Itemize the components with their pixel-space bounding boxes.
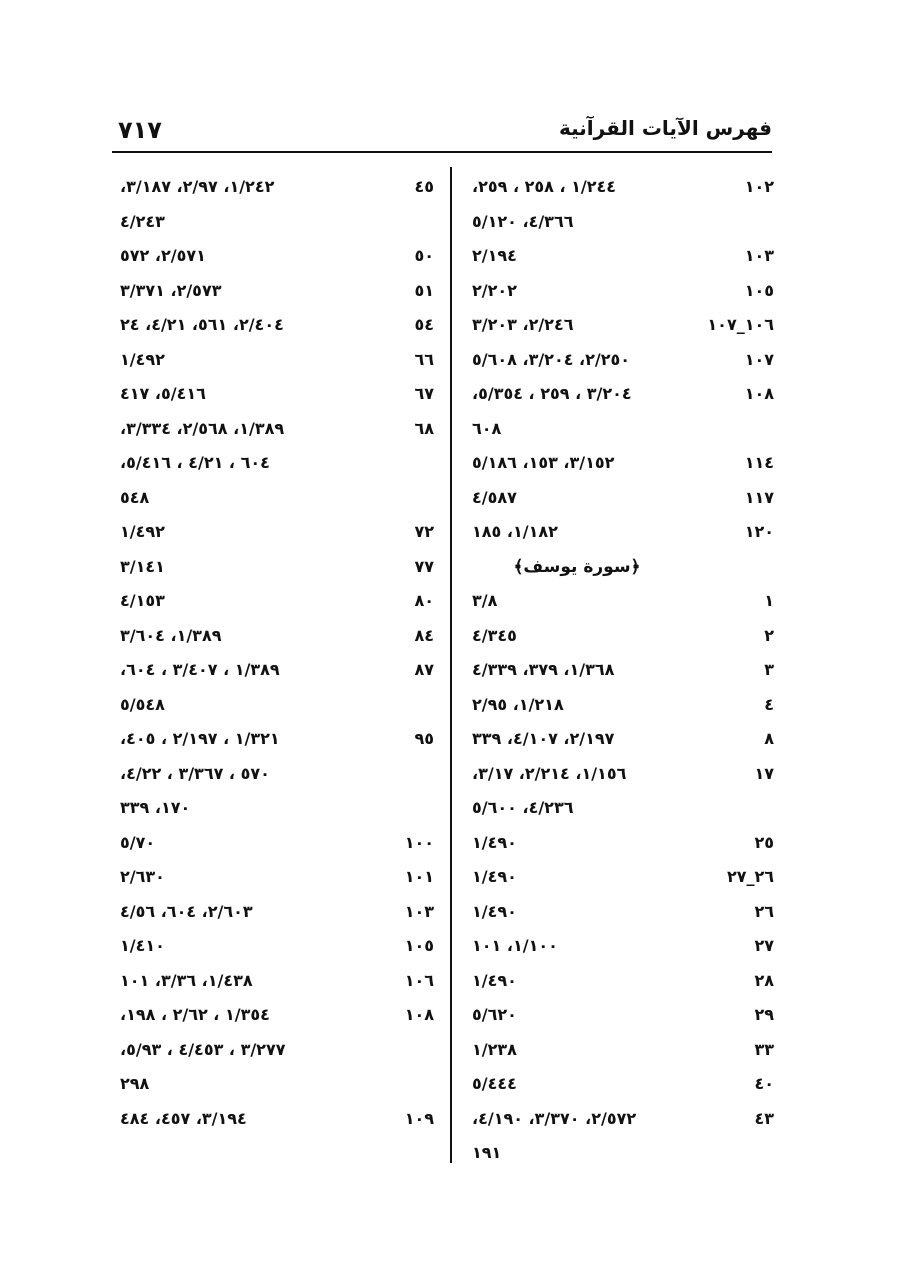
- verse-number: ١٠٨: [404, 1005, 434, 1024]
- surah-heading: ﴿سورة يوسف﴾: [513, 556, 641, 577]
- reference-line: ٣/٨: [472, 591, 498, 610]
- page-references: [470, 688, 684, 723]
- reference-line: ٢/٥٧٢، ٣/٣٧٠، ٤/١٩٠،: [472, 1108, 637, 1128]
- index-entry: [470, 481, 774, 516]
- index-entry: [470, 274, 774, 309]
- reference-line: ٤/٢٤٣: [120, 211, 165, 231]
- index-entry: [118, 412, 434, 516]
- reference-line: ١/٢٤٤ ، ٢٥٨ ، ٢٥٩،: [472, 177, 617, 196]
- verse-number: ٢٦: [754, 901, 774, 921]
- verse-number: ١٠٩: [404, 1108, 434, 1128]
- index-entry: [118, 860, 434, 895]
- verse-number: ٤٥: [414, 177, 434, 196]
- reference-line: ٢/٤٠٤، ٥٦١، ٤/٢١، ٢٤: [120, 315, 284, 334]
- reference-line: ١/٣٢١ ، ٢/١٩٧ ، ٤٠٥،: [120, 729, 280, 748]
- reference-line: ٥/٧٠: [120, 832, 156, 852]
- reference-line: ١/٤١٠: [120, 936, 165, 955]
- reference-line: ٢/١٩٤: [472, 246, 517, 265]
- page-references: [118, 722, 342, 826]
- reference-line: ٢/٦٣٠: [120, 867, 165, 886]
- reference-line: ٢/٢٤٦، ٣/٢٠٣: [472, 315, 574, 334]
- page-references: [470, 446, 684, 481]
- reference-line: ٢/٢٥٠، ٣/٢٠٤، ٥/٦٠٨: [472, 349, 631, 369]
- page-references: [470, 929, 684, 964]
- page-references: [118, 377, 342, 412]
- reference-line: ٢٩٨: [120, 1074, 150, 1093]
- page-references: [470, 308, 684, 343]
- verse-number: ١٠٦_١٠٧: [707, 315, 774, 334]
- reference-line: ٢/٥٧١، ٥٧٢: [120, 246, 206, 265]
- reference-line: ١/٤٩٠: [472, 901, 517, 921]
- index-entry: [118, 550, 434, 585]
- page-references: [470, 964, 684, 999]
- verse-number: ٢٨: [754, 970, 774, 990]
- index-entry: [470, 653, 774, 688]
- index-entry: [470, 619, 774, 654]
- page-references: [118, 1102, 342, 1137]
- reference-line: ١٩١: [472, 1143, 502, 1162]
- verse-number: ١٢٠: [744, 522, 774, 541]
- verse-number: ٨٧: [414, 660, 434, 679]
- page-references: [470, 826, 684, 861]
- reference-line: ٣/١٥٢، ١٥٣، ٥/١٨٦: [472, 453, 615, 472]
- index-entry: [118, 239, 434, 274]
- verse-number: ١٠٠: [404, 832, 434, 852]
- page-references: [118, 550, 342, 585]
- page-references: [118, 826, 342, 861]
- index-column-right: [470, 170, 774, 1171]
- reference-line: ١/٣٦٨، ٣٧٩، ٤/٣٣٩: [472, 660, 615, 679]
- reference-line: ٢/٢٠٢: [472, 280, 517, 300]
- header-rule: [112, 151, 772, 153]
- reference-line: ١/٣٨٩، ٢/٥٦٨، ٣/٣٣٤،: [120, 418, 285, 438]
- index-entry: [118, 929, 434, 964]
- reference-line: ١/١٨٢، ١٨٥: [472, 522, 558, 541]
- index-entry: [118, 343, 434, 378]
- verse-number: ٢٦_٢٧: [726, 867, 774, 886]
- verse-number: ٦٨: [414, 418, 434, 438]
- reference-line: ١/٣٨٩ ، ٣/٤٠٧ ، ٦٠٤،: [120, 660, 280, 679]
- index-entry: [470, 239, 774, 274]
- reference-line: ١/١٥٦، ٢/٢١٤، ٣/١٧،: [472, 763, 627, 783]
- page-references: [470, 274, 684, 309]
- verse-number: ٩٥: [414, 729, 434, 748]
- page-references: [470, 343, 684, 378]
- reference-line: ٢/٥٧٣، ٣/٣٧١: [120, 280, 222, 300]
- reference-line: ١/٤٩٠: [472, 867, 517, 886]
- index-entry: [118, 998, 434, 1102]
- reference-line: ١/٢٣٨: [472, 1039, 517, 1059]
- reference-line: ١/٤٣٨، ٣/٣٦، ١٠١: [120, 970, 253, 990]
- reference-line: ٥٧٠ ، ٣/٣٦٧ ، ٤/٢٢،: [120, 763, 270, 783]
- reference-line: ٦٠٨: [472, 418, 502, 438]
- verse-number: ١٠٧: [744, 349, 774, 369]
- index-entry: [118, 1102, 434, 1137]
- page-references: [118, 584, 342, 619]
- index-entry: [118, 722, 434, 826]
- page-references: [118, 308, 342, 343]
- page-references: [118, 412, 342, 516]
- index-entry: [118, 170, 434, 239]
- page-title: فهرس الآيات القرآنية: [559, 116, 772, 140]
- verse-number: ٦٧: [414, 384, 434, 403]
- verse-number: ١١٧: [744, 487, 774, 507]
- index-entry: [470, 1067, 774, 1102]
- reference-line: ١/٣٨٩، ٣/٦٠٤: [120, 625, 222, 645]
- verse-number: ٢٩: [754, 1005, 774, 1024]
- verse-number: ٥٤: [414, 315, 434, 334]
- reference-line: ٢/١٩٧، ٤/١٠٧، ٣٣٩: [472, 729, 615, 748]
- page-references: [118, 860, 342, 895]
- reference-line: ١/٤٩٠: [472, 832, 517, 852]
- index-entry: [118, 653, 434, 722]
- verse-number: ٢: [764, 625, 774, 645]
- index-entry: [470, 998, 774, 1033]
- page-references: [470, 1067, 684, 1102]
- verse-number: ٨٤: [414, 625, 434, 645]
- index-entry: [470, 515, 774, 550]
- reference-line: ٤/٣٤٥: [472, 625, 517, 645]
- verse-number: ٧٢: [414, 522, 434, 541]
- index-entry: [118, 274, 434, 309]
- index-entry: [470, 446, 774, 481]
- page-references: [470, 757, 684, 826]
- reference-line: ٥/٤٤٤: [472, 1074, 517, 1093]
- verse-number: ٤٠: [754, 1074, 774, 1093]
- index-entry: [470, 1033, 774, 1068]
- column-divider: [450, 167, 452, 1163]
- index-entry: [470, 757, 774, 826]
- index-entry: [118, 826, 434, 861]
- page-number: ٧١٧: [118, 116, 162, 144]
- verse-number: ٤: [764, 694, 774, 714]
- index-entry: [470, 343, 774, 378]
- page-references: [118, 964, 342, 999]
- verse-number: ٤٣: [754, 1108, 774, 1128]
- reference-line: ١/٤٩٢: [120, 522, 165, 541]
- page-references: [470, 1033, 684, 1068]
- verse-number: ١١٤: [744, 453, 774, 472]
- reference-line: ٥/٦٢٠: [472, 1005, 517, 1024]
- index-entry: [470, 170, 774, 239]
- page-references: [118, 343, 342, 378]
- verse-number: ٧٧: [414, 556, 434, 576]
- reference-line: ٤/٢٣٦، ٥/٦٠٠: [472, 798, 574, 817]
- index-entry: [470, 895, 774, 930]
- verse-number: ٥٠: [414, 246, 434, 265]
- verse-number: ٨٠: [414, 591, 434, 610]
- verse-number: ٣: [764, 660, 774, 679]
- page-header: [112, 112, 772, 150]
- index-entry: [470, 826, 774, 861]
- page-references: [470, 481, 684, 516]
- reference-line: ١/٢٤٢، ٢/٩٧، ٣/١٨٧،: [120, 177, 275, 196]
- index-entry: [470, 584, 774, 619]
- index-entry: [118, 619, 434, 654]
- reference-line: ٢/٦٠٣، ٦٠٤، ٤/٥٦: [120, 901, 253, 921]
- page-references: [470, 619, 684, 654]
- index-column-left: [118, 170, 434, 1136]
- reference-line: ١/١٠٠، ١٠١: [472, 936, 558, 955]
- index-entry: [470, 688, 774, 723]
- page-references: [470, 653, 684, 688]
- page-references: [470, 515, 684, 550]
- verse-number: ٢٧: [754, 936, 774, 955]
- verse-number: ١٠٣: [744, 246, 774, 265]
- verse-number: ٥١: [414, 280, 434, 300]
- verse-number: ١٠٥: [744, 280, 774, 300]
- verse-number: ١٧: [754, 763, 774, 783]
- page-references: [470, 895, 684, 930]
- page-references: [118, 929, 342, 964]
- index-entry: [470, 860, 774, 895]
- index-entry: [470, 929, 774, 964]
- page-references: [470, 170, 684, 239]
- page-references: [470, 584, 684, 619]
- page-references: [118, 998, 342, 1102]
- reference-line: ١/٢١٨، ٢/٩٥: [472, 694, 564, 714]
- index-entry: [118, 377, 434, 412]
- verse-number: ١٠٥: [404, 936, 434, 955]
- reference-line: ١/٣٥٤ ، ٢/٦٢ ، ١٩٨،: [120, 1005, 270, 1024]
- reference-line: ٣/٢٠٤ ، ٢٥٩ ، ٥/٣٥٤،: [472, 384, 632, 403]
- verse-number: ١٠٣: [404, 901, 434, 921]
- page-references: [470, 239, 684, 274]
- verse-number: ٢٥: [754, 832, 774, 852]
- page-references: [118, 170, 342, 239]
- index-entry: [118, 515, 434, 550]
- reference-line: ٣/٢٧٧ ، ٤/٤٥٣ ، ٥/٩٣،: [120, 1039, 286, 1059]
- reference-line: ١/٤٩٠: [472, 970, 517, 990]
- page-references: [118, 895, 342, 930]
- verse-number: ١: [764, 591, 774, 610]
- verse-number: ٦٦: [414, 349, 434, 369]
- page-references: [118, 619, 342, 654]
- index-entry: [470, 722, 774, 757]
- index-entry: [470, 964, 774, 999]
- verse-number: ٨: [764, 729, 774, 748]
- index-entry: [470, 377, 774, 446]
- reference-line: ٤/١٥٣: [120, 591, 165, 610]
- page-references: [118, 274, 342, 309]
- page-references: [118, 239, 342, 274]
- reference-line: ٣/١٤١: [120, 556, 165, 576]
- reference-line: ١٧٠، ٣٣٩: [120, 798, 191, 817]
- page-references: [470, 860, 684, 895]
- verse-number: ١٠٦: [404, 970, 434, 990]
- page-references: [470, 722, 684, 757]
- page-references: [470, 998, 684, 1033]
- verse-number: ١٠٢: [744, 177, 774, 196]
- verse-number: ٣٣: [754, 1039, 774, 1059]
- page-references: [118, 515, 342, 550]
- reference-line: ٥/٥٤٨: [120, 694, 165, 714]
- reference-line: ٥٤٨: [120, 487, 150, 507]
- reference-line: ٤/٥٨٧: [472, 487, 517, 507]
- index-entry: [118, 308, 434, 343]
- verse-number: ١٠٨: [744, 384, 774, 403]
- index-entry: [470, 308, 774, 343]
- reference-line: ٤/٣٦٦، ٥/١٢٠: [472, 211, 574, 231]
- reference-line: ٦٠٤ ، ٤/٢١ ، ٥/٤١٦،: [120, 453, 270, 472]
- page-references: [470, 1102, 684, 1171]
- reference-line: ٣/١٩٤، ٤٥٧، ٤٨٤: [120, 1108, 247, 1128]
- page-references: [118, 653, 342, 722]
- index-entry: [118, 895, 434, 930]
- verse-number: ١٠١: [404, 867, 434, 886]
- reference-line: ١/٤٩٢: [120, 349, 165, 369]
- page-references: [470, 377, 684, 446]
- reference-line: ٥/٤١٦، ٤١٧: [120, 384, 206, 403]
- index-entry: [118, 964, 434, 999]
- index-entry: [118, 584, 434, 619]
- index-entry: [470, 1102, 774, 1171]
